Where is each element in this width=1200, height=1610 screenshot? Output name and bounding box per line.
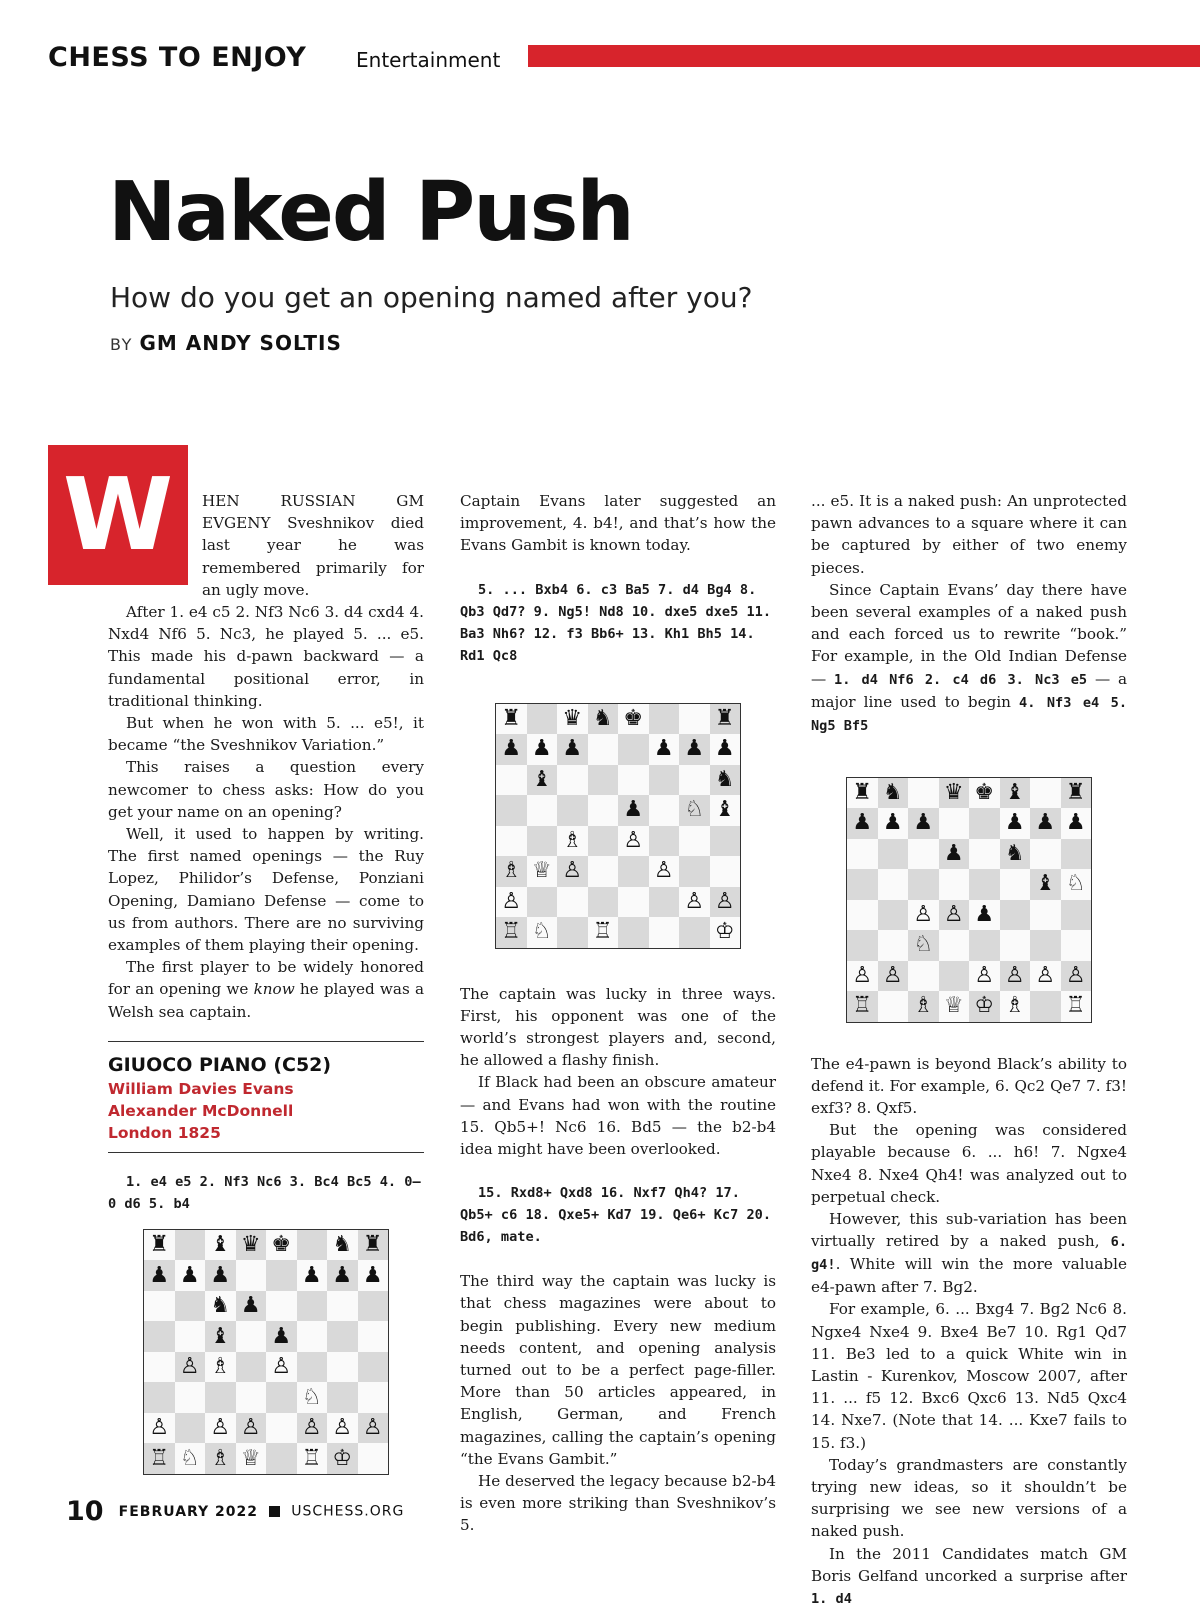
page-number: 10 [66,1496,104,1527]
column-1 [62,456,425,1475]
paragraph: The third way the captain was lucky is that chess magazines were about to begin publishing. Every new medium needs content, and opening analysis turned out to be a perfect page-filler. More than 50 articles appeared, in English, German, and French magazines, calling the captain’s opening “the Evans Gambit.” [460,1272,776,1468]
chess-board [846,777,1092,1023]
board-square [297,1321,328,1352]
board-square [618,887,649,918]
paragraph: But the opening was considered playable because 6. ... h6! 7. Ngxe4 Nxe4 8. Nxe4 Qh4! was analyzed out to perpetual check. [811,1121,1127,1206]
black-pawn-icon: ♟ [939,839,970,870]
white-knight-icon: ♘ [679,795,710,826]
paragraph: Today’s grandmasters are constantly trying new ideas, so it shouldn’t be surprising we see new versions of a naked push. [811,1455,1127,1541]
white-bishop-icon: ♗ [908,991,939,1022]
section-label: Entertainment [356,48,501,72]
board-square [1000,869,1031,900]
board-square [496,795,527,826]
black-pawn-icon: ♟ [847,808,878,839]
white-bishop-icon: ♗ [1000,991,1031,1022]
board-square [878,930,909,961]
board-square [588,795,619,826]
board-square [266,1260,297,1291]
board-square [236,1321,267,1352]
white-pawn-icon: ♙ [358,1413,389,1444]
white-knight-icon: ♘ [908,930,939,961]
board-square [878,900,909,931]
chess-board [143,1229,389,1475]
white-pawn-icon: ♙ [1000,961,1031,992]
board-square [588,765,619,796]
board-square [527,826,558,857]
white-pawn-icon: ♙ [297,1413,328,1444]
board-square [297,1230,328,1261]
board-square [266,1291,297,1322]
board-square [496,826,527,857]
board-square [969,839,1000,870]
black-king-icon: ♚ [266,1230,297,1261]
board-square [679,856,710,887]
black-pawn-icon: ♟ [679,734,710,765]
black-rook-icon: ♜ [358,1230,389,1261]
white-rook-icon: ♖ [588,917,619,948]
board-square [144,1321,175,1352]
board-square [588,887,619,918]
board-square [847,839,878,870]
white-bishop-icon: ♗ [205,1443,236,1474]
black-pawn-icon: ♟ [175,1260,206,1291]
game-moves: 5. ... Bxb4 6. c3 Ba5 7. d4 Bg4 8. Qb3 Qd7? 9. Ng5! Nd8 10. dxe5 dxe5 11. Ba3 Nh6? 12. f3 Bb6+ 13. Kh1 Bh5 14. Rd1 Qc8 [460,581,771,664]
board-square [1030,930,1061,961]
paragraph: He deserved the legacy because b2-b4 is even more striking than Sveshnikov’s 5. [460,1472,776,1535]
white-pawn-icon: ♙ [266,1352,297,1383]
board-square [175,1291,206,1322]
black-pawn-icon: ♟ [969,900,1000,931]
white-rook-icon: ♖ [1061,991,1092,1022]
board-square [1000,900,1031,931]
chess-board [495,703,741,949]
black-knight-icon: ♞ [205,1291,236,1322]
text-run: However, this sub-variation has been virtually retired by a naked push, [811,1210,1127,1251]
white-rook-icon: ♖ [297,1443,328,1474]
black-pawn-icon: ♟ [327,1260,358,1291]
board-square [358,1443,389,1474]
board-square [327,1321,358,1352]
board-square [358,1291,389,1322]
board-square [679,917,710,948]
white-king-icon: ♔ [969,991,1000,1022]
board-square [618,734,649,765]
white-pawn-icon: ♙ [557,856,588,887]
article-subtitle: How do you get an opening named after you? [110,281,753,314]
paragraph [811,1208,1127,1298]
black-queen-icon: ♛ [236,1230,267,1261]
page-footer [66,1496,404,1532]
black-knight-icon: ♞ [878,778,909,809]
text-run: In the 2011 Candidates match GM Boris Gelfand uncorked a surprise after [811,1544,1127,1585]
paragraph: Well, it used to happen by writing. The first named openings — the Ruy Lopez, Philidor’s Defense, Ponziani Opening, Damiano Defense — come to us from authors. There are no surviving examples of them playing their opening. [108,825,424,955]
game-moves: 1. e4 e5 2. Nf3 Nc6 3. Bc4 Bc5 4. 0–0 d6 5. b4 [108,1173,421,1212]
black-pawn-icon: ♟ [205,1260,236,1291]
white-pawn-icon: ♙ [205,1413,236,1444]
board-square [266,1413,297,1444]
board-square [847,900,878,931]
black-queen-icon: ♛ [557,704,588,735]
board-square [939,961,970,992]
black-king-icon: ♚ [618,704,649,735]
board-square [679,826,710,857]
white-pawn-icon: ♙ [679,887,710,918]
white-queen-icon: ♕ [236,1443,267,1474]
board-square [969,869,1000,900]
board-square [618,917,649,948]
board-square [297,1291,328,1322]
board-square [649,887,680,918]
board-square [266,1382,297,1413]
paragraph: HEN RUSSIAN GM EVGENY Sveshnikov died last year he was remembered primarily for an ugly move. [202,492,424,599]
black-bishop-icon: ♝ [205,1321,236,1352]
text-run: he played was a Welsh sea captain. [108,980,425,1021]
emphasis: know [253,980,295,999]
paragraph [108,956,424,1023]
text-run: . White will win the more valuable e4-pawn after 7. Bg2. [811,1255,1127,1297]
black-pawn-icon: ♟ [1061,808,1092,839]
white-rook-icon: ♖ [144,1443,175,1474]
board-square [618,765,649,796]
board-square [175,1382,206,1413]
black-pawn-icon: ♟ [710,734,741,765]
black-bishop-icon: ♝ [205,1230,236,1261]
white-pawn-icon: ♙ [1030,961,1061,992]
white-pawn-icon: ♙ [969,961,1000,992]
board-square [588,826,619,857]
paragraph: After 1. e4 c5 2. Nf3 Nc6 3. d4 cxd4 4. Nxd4 Nf6 5. Nc3, he played 5. ... e5. This made his d-pawn backward — a fundamental positional error, in traditional thinking. [108,603,424,710]
white-king-icon: ♔ [327,1443,358,1474]
white-pawn-icon: ♙ [710,887,741,918]
drop-cap: W [48,445,188,585]
board-square [236,1352,267,1383]
paragraph: But when he won with 5. ... e5!, it became “the Sveshnikov Variation.” [108,714,424,755]
board-square [588,856,619,887]
byline [110,330,342,358]
black-bishop-icon: ♝ [710,795,741,826]
white-queen-icon: ♕ [527,856,558,887]
site-name: USCHESS.ORG [291,1503,405,1520]
board-square [144,1352,175,1383]
game-header [108,1041,424,1153]
board-square [649,765,680,796]
board-square [649,795,680,826]
inline-moves: 1. d4 [811,1591,852,1608]
board-square [327,1382,358,1413]
black-rook-icon: ♜ [847,778,878,809]
board-square [679,704,710,735]
board-square [144,1382,175,1413]
white-pawn-icon: ♙ [878,961,909,992]
black-knight-icon: ♞ [588,704,619,735]
paragraph: This raises a question every newcomer to chess asks: How do you get your name on an opening? [108,758,424,821]
board-square [358,1382,389,1413]
board-square [236,1260,267,1291]
black-queen-icon: ♛ [939,778,970,809]
white-pawn-icon: ♙ [175,1352,206,1383]
page-header [48,40,1200,80]
board-square [297,1352,328,1383]
board-square [1030,778,1061,809]
white-pawn-icon: ♙ [327,1413,358,1444]
white-pawn-icon: ♙ [236,1413,267,1444]
paragraph: Captain Evans later suggested an improvement, 4. b4!, and that’s how the Evans Gambit is known today. [460,492,776,555]
issue-date: FEBRUARY 2022 [118,1503,259,1520]
black-pawn-icon: ♟ [1000,808,1031,839]
white-knight-icon: ♘ [297,1382,328,1413]
board-square [557,765,588,796]
board-square [649,704,680,735]
board-square [327,1291,358,1322]
paragraph: The captain was lucky in three ways. First, his opponent was one of the world’s strongest players and, second, he allowed a flashy finish. [460,984,776,1070]
inline-moves: 4. Nf3 e4 5. Ng5 Bf5 [811,694,1128,734]
black-pawn-icon: ♟ [1030,808,1061,839]
white-pawn-icon: ♙ [618,826,649,857]
black-pawn-icon: ♟ [878,808,909,839]
text-run: Since Captain Evans’ day there have been several examples of a naked push and each forced us to rewrite “book.” For example, in the Old Indian Defense — [811,580,1127,688]
board-square [358,1352,389,1383]
text-run: — a major line used to begin [811,669,1128,711]
board-square [588,734,619,765]
board-square [908,839,939,870]
board-square [908,869,939,900]
text-run: The first player to be widely honored for an opening we [108,958,424,999]
board-square [527,704,558,735]
board-square [266,1443,297,1474]
black-king-icon: ♚ [969,778,1000,809]
board-square [969,930,1000,961]
board-square [878,869,909,900]
game-moves: 15. Rxd8+ Qxd8 16. Nxf7 Qh4? 17. Qb5+ c6 18. Qxe5+ Kd7 19. Qe6+ Kc7 20. Bd6, mate. [460,1185,771,1246]
byline-label: BY [110,335,133,354]
author-name: GM ANDY SOLTIS [139,331,342,355]
white-bishop-icon: ♗ [205,1352,236,1383]
black-pawn-icon: ♟ [297,1260,328,1291]
board-square [618,856,649,887]
board-square [205,1382,236,1413]
board-square [679,765,710,796]
white-knight-icon: ♘ [175,1443,206,1474]
board-square [939,808,970,839]
paragraph [811,1543,1127,1610]
white-knight-icon: ♘ [527,917,558,948]
black-pawn-icon: ♟ [618,795,649,826]
board-square [1061,930,1092,961]
board-square [969,808,1000,839]
black-bishop-icon: ♝ [527,765,558,796]
white-pawn-icon: ♙ [908,900,939,931]
black-knight-icon: ♞ [710,765,741,796]
column-3 [811,490,1127,1610]
paragraph [811,579,1127,737]
board-square [144,1291,175,1322]
black-pawn-icon: ♟ [236,1291,267,1322]
board-square [175,1230,206,1261]
article-title: Naked Push [108,165,633,260]
black-pawn-icon: ♟ [527,734,558,765]
inline-moves: 6. g4! [811,1234,1128,1274]
board-square [557,887,588,918]
white-pawn-icon: ♙ [939,900,970,931]
white-queen-icon: ♕ [939,991,970,1022]
white-pawn-icon: ♙ [496,887,527,918]
board-square [175,1413,206,1444]
game-event: London 1825 [108,1123,221,1142]
board-square [847,930,878,961]
inline-moves: 1. d4 Nf6 2. c4 d6 3. Nc3 e5 [834,671,1088,688]
black-rook-icon: ♜ [710,704,741,735]
board-square [847,869,878,900]
black-pawn-icon: ♟ [908,808,939,839]
board-square [1030,900,1061,931]
board-square [710,826,741,857]
board-square [557,795,588,826]
black-rook-icon: ♜ [1061,778,1092,809]
board-square [1000,930,1031,961]
board-square [358,1321,389,1352]
board-square [527,887,558,918]
footer-square-icon [269,1506,280,1517]
board-square [1061,839,1092,870]
paragraph: ... e5. It is a naked push: An unprotected pawn advances to a square where it can be captured by either of two enemy pieces. [811,492,1127,577]
black-knight-icon: ♞ [327,1230,358,1261]
black-pawn-icon: ♟ [144,1260,175,1291]
white-bishop-icon: ♗ [557,826,588,857]
board-square [557,917,588,948]
black-pawn-icon: ♟ [649,734,680,765]
white-pawn-icon: ♙ [847,961,878,992]
black-bishop-icon: ♝ [1030,869,1061,900]
paragraph: For example, 6. ... Bxg4 7. Bg2 Nc6 8. Ngxe4 Nxe4 9. Bxe4 Be7 10. Rg1 Qd7 11. Be3 led to a quick White win in Lastin - Kurenkov, Moscow 2007, after 11. ... f5 12. Bxc6 Qxc6 13. Nd5 Qxc4 14. Nxe7. (Note that 14. ... Kxe7 fails to 15. f3.) [811,1300,1127,1452]
board-square [878,839,909,870]
board-square [908,778,939,809]
black-bishop-icon: ♝ [1000,778,1031,809]
game-title: GIUOCO PIANO (C52) [108,1053,332,1076]
white-knight-icon: ♘ [1061,869,1092,900]
board-square [939,930,970,961]
board-square [175,1321,206,1352]
section-brand: CHESS TO ENJOY [48,42,307,73]
board-square [1061,900,1092,931]
black-pawn-icon: ♟ [557,734,588,765]
board-square [527,795,558,826]
board-square [496,765,527,796]
board-square [1030,839,1061,870]
black-pawn-icon: ♟ [266,1321,297,1352]
board-square [908,961,939,992]
white-rook-icon: ♖ [496,917,527,948]
white-rook-icon: ♖ [847,991,878,1022]
white-pawn-icon: ♙ [649,856,680,887]
game-white-player: William Davies Evans [108,1079,294,1098]
paragraph: If Black had been an obscure amateur — and Evans had won with the routine 15. Qb5+! Nc6 16. Bd5 — the b2-b4 idea might have been overlooked. [460,1073,776,1159]
black-knight-icon: ♞ [1000,839,1031,870]
header-accent-bar [528,45,1200,67]
white-pawn-icon: ♙ [144,1413,175,1444]
board-square [327,1352,358,1383]
board-square [649,826,680,857]
white-bishop-icon: ♗ [496,856,527,887]
board-square [939,869,970,900]
board-square [710,856,741,887]
paragraph: The e4-pawn is beyond Black’s ability to defend it. For example, 6. Qc2 Qe7 7. f3! exf3? 8. Qxf5. [811,1054,1127,1118]
board-square [1030,991,1061,1022]
black-rook-icon: ♜ [496,704,527,735]
black-pawn-icon: ♟ [496,734,527,765]
board-square [649,917,680,948]
black-pawn-icon: ♟ [358,1260,389,1291]
white-king-icon: ♔ [710,917,741,948]
column-2 [460,490,776,1537]
game-black-player: Alexander McDonnell [108,1101,294,1120]
black-rook-icon: ♜ [144,1230,175,1261]
white-pawn-icon: ♙ [1061,961,1092,992]
board-square [236,1382,267,1413]
board-square [878,991,909,1022]
